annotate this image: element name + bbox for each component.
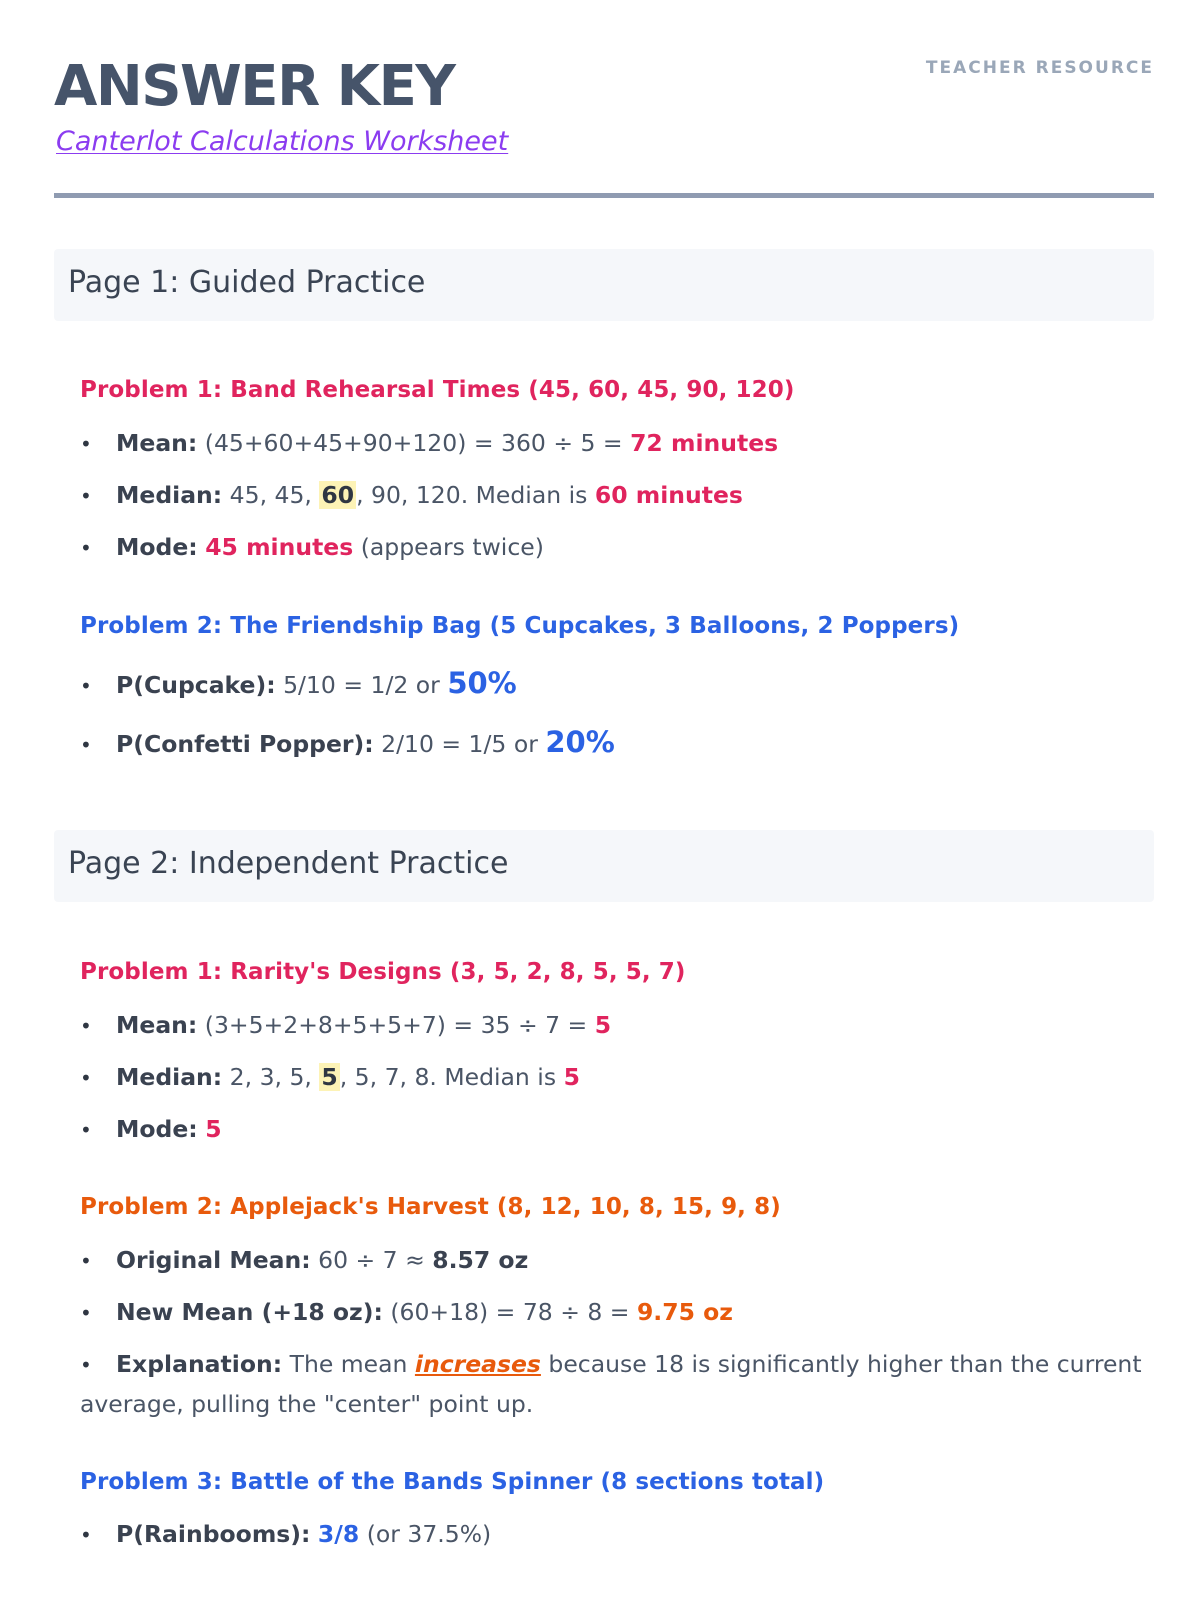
p2-problem-1-median: • Median: 2, 3, 5, 5, 5, 7, 8. Median is 5	[80, 1063, 580, 1091]
p2-problem-2-title: Problem 2: Applejack's Harvest (8, 12, 10, 8, 15, 9, 8)	[80, 1194, 781, 1220]
increases-emphasis: increases	[414, 1350, 541, 1378]
section-page-1	[54, 249, 1154, 321]
bullet-dot: •	[80, 536, 92, 560]
bullet-dot: •	[80, 1353, 92, 1377]
answer-key-page	[54, 0, 1154, 1548]
bullet-dot: •	[80, 1066, 92, 1090]
p2-problem-1-mode: • Mode: 5	[80, 1115, 222, 1143]
bullet-dot: •	[80, 1014, 92, 1038]
bullet-dot: •	[80, 1118, 92, 1142]
page-title: ANSWER KEY	[54, 54, 455, 119]
p1-problem-1-mode: • Mode: 45 minutes (appears twice)	[80, 533, 544, 561]
section-heading-page-2: Page 2: Independent Practice	[68, 846, 509, 881]
section-page-2	[54, 830, 1154, 902]
p2-problem-1-title: Problem 1: Rarity's Designs (3, 5, 2, 8, 5, 5, 7)	[80, 959, 686, 985]
p1-problem-1-mean: • Mean: (45+60+45+90+120) = 360 ÷ 5 = 72 minutes	[80, 429, 779, 457]
p2-problem-2-explanation-cont: average, pulling the "center" point up.	[80, 1390, 534, 1418]
median-highlight: 60	[321, 481, 355, 509]
teacher-resource-tag: TEACHER RESOURCE	[925, 58, 1154, 78]
bullet-dot: •	[80, 733, 92, 757]
bullet-dot: •	[80, 1301, 92, 1325]
header	[54, 0, 1154, 200]
worksheet-subtitle-link[interactable]: Canterlot Calculations Worksheet	[56, 126, 509, 157]
p1-problem-1-median: • Median: 45, 45, 60, 90, 120. Median is 60 minutes	[80, 481, 743, 509]
bullet-dot: •	[80, 1249, 92, 1273]
bullet-dot: •	[80, 484, 92, 508]
p2-problem-3-title: Problem 3: Battle of the Bands Spinner (8 sections total)	[80, 1469, 825, 1495]
bullet-dot: •	[80, 432, 92, 456]
p1-problem-2-popper: • P(Confetti Popper): 2/10 = 1/5 or 20%	[80, 725, 615, 759]
p2-problem-2-explanation: • Explanation: The mean increases because 18 is significantly higher than the current	[80, 1350, 1142, 1378]
bullet-dot: •	[80, 1523, 92, 1547]
p2-problem-2-new-mean: • New Mean (+18 oz): (60+18) = 78 ÷ 8 = 9.75 oz	[80, 1298, 733, 1326]
p1-problem-2-title: Problem 2: The Friendship Bag (5 Cupcakes, 3 Balloons, 2 Poppers)	[80, 613, 960, 639]
p2-problem-1-mean: • Mean: (3+5+2+8+5+5+7) = 35 ÷ 7 = 5	[80, 1011, 612, 1039]
section-heading-page-1: Page 1: Guided Practice	[68, 265, 426, 300]
p2-problem-3-rainbooms: • P(Rainbooms): 3/8 (or 37.5%)	[80, 1520, 492, 1548]
p2-problem-2-original-mean: • Original Mean: 60 ÷ 7 ≈ 8.57 oz	[80, 1246, 529, 1274]
bullet-dot: •	[80, 674, 92, 698]
median-highlight: 5	[321, 1063, 338, 1091]
p1-problem-1-title: Problem 1: Band Rehearsal Times (45, 60, 45, 90, 120)	[80, 377, 795, 403]
header-divider	[54, 193, 1154, 198]
p1-problem-2-cupcake: • P(Cupcake): 5/10 = 1/2 or 50%	[80, 666, 517, 700]
